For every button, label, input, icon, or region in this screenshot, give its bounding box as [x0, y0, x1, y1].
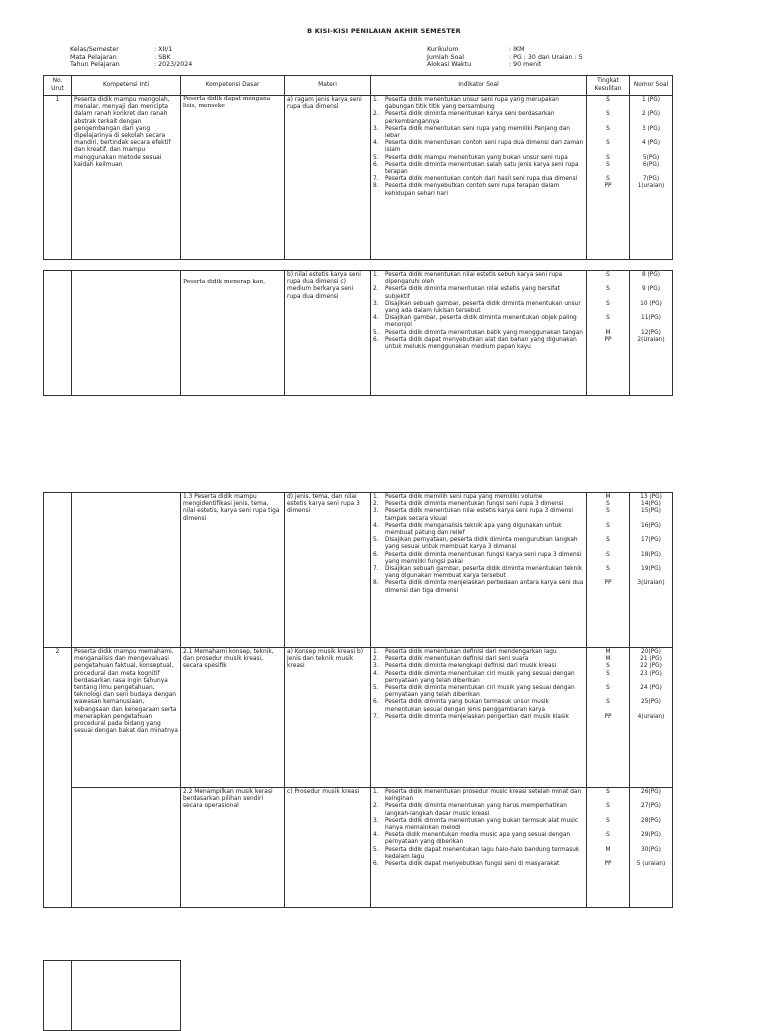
indikator-text: Peserta didik menyebutkan contoh seni rupa terapan dalam kehidupan sehari hari [385, 183, 560, 197]
tingkat-value: S [606, 125, 610, 132]
cell-no [44, 271, 72, 396]
indikator-text: Peserta didik dapat menyebutkan alat dan bahan yang digunakan untuk melukis menggunakan medium papan kayu [385, 336, 577, 351]
tingkat-value: S [606, 566, 610, 573]
indikator-text: Peserta didik diminta menentukan yang bukan termsuk alat music hanya memainkan melodi [385, 817, 579, 832]
cell-kd [181, 271, 285, 396]
indikator-item [373, 818, 584, 832]
tingkat-value: S [606, 817, 610, 824]
indikator-text: Peserta didik menentukan definisi dari seni suara [385, 656, 529, 663]
indikator-item [373, 714, 584, 721]
indikator-item [373, 501, 584, 508]
indikator-number: 6. [373, 861, 379, 868]
indikator-number: 5. [373, 154, 379, 161]
nomor-value: 7(PG) [642, 176, 660, 183]
indikator-text: Peserta didik menentukan nilai estetis karya seni rupa 3 dimensi tampak secara visual [385, 508, 573, 522]
nomor-value: 21 (PG) [640, 656, 662, 663]
indikator-item [373, 699, 584, 713]
tingkat-value: S [606, 670, 610, 677]
tingkat-value: PP [604, 713, 612, 720]
indikator-item [373, 566, 584, 580]
header-indikator: Indikator Soal [371, 76, 587, 96]
tingkat-value: S [606, 551, 610, 558]
indikator-text: Peserta didik menentukan prosedur music kreasi setelah minat dan keinginan [385, 789, 582, 803]
tingkat-value: S [606, 508, 610, 515]
indikator-item [373, 330, 584, 337]
indikator-item [373, 523, 584, 537]
nomor-value: 26(PG) [641, 789, 661, 795]
meta-row [427, 61, 583, 69]
indikator-item [373, 494, 584, 501]
nomor-value: 4(uraian) [637, 713, 665, 720]
meta-value: : PG : 30 dan Uraian : 5 [509, 53, 583, 61]
cell-kd: 2.2 Menampilkan musik kerasi berdasarkan pilihan sendiri secara operasional [181, 788, 285, 908]
meta-value: : 90 menit [509, 61, 542, 69]
indikator-text: Peserta didik diminta menentukan karya seni berdasarkan perkembangannya [385, 111, 555, 125]
nomor-value: 30(PG) [641, 846, 661, 853]
kd-big-text: Peserta didik menerap kan, [183, 279, 266, 285]
cell-ki: Peserta didik mampu memahami, menganalisis dan mengevaluasi pengetahuan faktual, konseptual, procedural dan meta kognitif berdasarkan rasa ingin tahunya tentang ilmu pengetahuan, teknologi dan seni budaya dengan wawasan kemanusiaan, kebangsaan dan kenegaraan serta menerapkan pengetahuan procedural pada bidang yang sesuai dengan bakat dan minatnya [72, 648, 181, 788]
header-kd: Kompetensi Dasar [181, 76, 285, 96]
meta-value: : IKM [509, 46, 525, 53]
indikator-number: 1. [373, 97, 379, 103]
tingkat-value: S [606, 272, 610, 278]
header-ki: Kompetensi Inti [72, 76, 181, 96]
nomor-value: 25(PG) [641, 699, 661, 706]
nomor-value: 23 (PG) [640, 670, 662, 677]
nomor-value: 15(PG) [641, 508, 661, 515]
indikator-number: 7. [373, 713, 379, 720]
cell-indikator [371, 648, 587, 788]
indikator-list [373, 494, 584, 595]
indikator-text: Peserta didik menentukan nilai estetis sebuh karya seni rupa dipengaruhi oleh [385, 272, 563, 286]
nomor-value: 5 (uraian) [636, 861, 666, 868]
indikator-number: 5. [373, 685, 379, 692]
tingkat-value: S [606, 97, 610, 103]
indikator-text: Peserta didik dapat menyebutkan fungsi seni di masyarakat [385, 861, 560, 868]
nomor-value: 3 (PG) [641, 125, 661, 132]
indikator-item [373, 272, 584, 286]
cell-ki [72, 493, 181, 648]
meta-right [427, 46, 583, 69]
cell-indikator [371, 493, 587, 648]
table-row [44, 788, 673, 908]
meta-label: Kelas/Semester [70, 46, 119, 53]
cell-tingkat [587, 271, 630, 396]
tingkat-value: S [606, 111, 610, 118]
indikator-number: 6. [373, 336, 379, 343]
nomor-value: 10 (PG) [640, 300, 662, 307]
cell-ki [72, 271, 181, 396]
indikator-number: 2. [373, 501, 379, 508]
indikator-text: Peserta didik diminta menentukan yang harus memperhatikan langkah-langkah dasar music kreasi [385, 803, 567, 817]
indikator-text: Peserta didik dapat menentukan lagu halo-halo bandung termasuk kedalam lagu [385, 846, 580, 860]
cell-indikator [371, 788, 587, 908]
tingkat-value: M [605, 846, 611, 853]
indikator-item [373, 162, 584, 176]
nomor-value: 17(PG) [641, 537, 661, 544]
indikator-number: 3. [373, 300, 379, 307]
indikator-number: 2. [373, 803, 379, 810]
table-row [44, 493, 673, 648]
tingkat-value: M [605, 329, 611, 336]
tingkat-value: S [606, 537, 610, 544]
indikator-item [373, 803, 584, 817]
tingkat-value: S [606, 832, 610, 839]
indikator-number: 6. [373, 699, 379, 706]
kisi-table-1 [43, 75, 673, 260]
nomor-value: 8 (PG) [641, 272, 661, 278]
indikator-text: Disajikan sebuah gambar, peserta didik diminta menentukan unsur yang ada dalam lukisan tersebut [385, 300, 581, 315]
indikator-item [373, 183, 584, 197]
tingkat-value: S [606, 685, 610, 692]
tingkat-value: S [606, 161, 610, 168]
cell-no [44, 493, 72, 648]
indikator-item [373, 176, 584, 183]
cell-ki [72, 961, 181, 1031]
indikator-number: 1. [373, 494, 379, 500]
meta-left [70, 46, 192, 69]
tingkat-value: M [605, 656, 611, 663]
indikator-item [373, 508, 584, 522]
indikator-text: Peserta didik diminta menentukan salah satu jenis karya seni rupa terapan [385, 161, 579, 176]
cell-materi: a) ragam jenis karya seni rupa dua dimensi [285, 96, 371, 260]
indikator-list [373, 272, 584, 351]
indikator-text: Peserta didik diminta menentukan batik yang menggunakan tangan [385, 329, 583, 336]
meta-row [427, 54, 583, 62]
meta-label: Kurikulum [427, 46, 459, 53]
indikator-text: Peserta didik menganalisis teknik apa yang digunakan untuk membuat patung dan relief [385, 522, 562, 537]
cell-kd: 1.3 Peserta didik mampu mengidentifikasi jenis, tema, nilai estetis, karya seni rupa tiga dimensi [181, 493, 285, 648]
meta-row [70, 54, 192, 62]
indikator-item [373, 97, 584, 111]
indikator-list [373, 97, 584, 198]
meta-row [70, 61, 192, 69]
indikator-number: 3. [373, 125, 379, 132]
indikator-item [373, 155, 584, 162]
tingkat-value: S [606, 154, 610, 161]
indikator-number: 4. [373, 670, 379, 677]
indikator-text: Peserta didik diminta melengkapi definisi dari musik kreasi [385, 663, 557, 670]
indikator-number: 8. [373, 183, 379, 190]
indikator-item [373, 140, 584, 154]
nomor-value: 22 (PG) [640, 663, 662, 670]
indikator-item [373, 337, 584, 351]
indikator-text: Peserta didik diminta menentukan fungsi karya seni rupa 3 dimensi yang memiliki fungsi pakai [385, 551, 582, 565]
indikator-item [373, 685, 584, 699]
nomor-value: 9 (PG) [641, 286, 661, 293]
nomor-value: 12(PG) [641, 329, 661, 336]
cell-kd: 2.1 Memahami konsep, teknik, dan prosedur musik kreasi, secara spesifik [181, 648, 285, 788]
tingkat-value: S [606, 699, 610, 706]
indikator-number: 1. [373, 649, 379, 655]
indikator-text: Peserta didik diminta menjelaskan perbedaan antara karya seni dua dimensi dan tiga dimensi [385, 580, 584, 594]
tingkat-value: S [606, 286, 610, 293]
indikator-item [373, 301, 584, 315]
nomor-value: 27(PG) [641, 803, 661, 810]
cell-materi: b) nilai estetis karya seni rupa dua dimensi c) medium berkarya seni rupa dua dimensi [285, 271, 371, 396]
tingkat-value: M [605, 649, 611, 655]
tingkat-value: S [606, 803, 610, 810]
indikator-number: 4. [373, 522, 379, 529]
kisi-table-4 [43, 960, 181, 1031]
header-materi: Materi [285, 76, 371, 96]
tingkat-value: S [606, 501, 610, 508]
indikator-text: Peseta didik menentukan media music apa yang sesuai dengan pernyataan yang diberikan [385, 832, 571, 846]
nomor-value: 1(uraian) [637, 183, 665, 190]
tingkat-value: PP [604, 336, 612, 343]
kisi-table-2 [43, 270, 673, 396]
header-tingkat: Tingkat Kesulitan [587, 76, 630, 96]
meta-label: Tahun Pelajaran [70, 61, 120, 69]
indikator-text: Peserta didik menentukan seni rupa yang memiliki Panjang dan lebar [385, 125, 570, 140]
cell-indikator [371, 271, 587, 396]
indikator-number: 7. [373, 176, 379, 183]
cell-nomor [630, 96, 673, 260]
table-row [44, 648, 673, 788]
nomor-value: 3(Uraian) [637, 580, 665, 587]
kisi-table-3 [43, 492, 673, 908]
nomor-value: 5(PG) [642, 154, 660, 161]
indikator-text: Peserta didik diminta menentukan ciri musik yang sesuai dengan pernyataan yang telah diberikan [385, 670, 575, 684]
indikator-number: 4. [373, 832, 379, 839]
cell-nomor [630, 648, 673, 788]
meta-row [427, 46, 583, 54]
nomor-value: 29(PG) [641, 832, 661, 839]
indikator-text: Peserta didik menentukan contoh seni rupa dua dimensi dari zaman islam [385, 140, 584, 154]
meta-row [70, 46, 192, 54]
meta-label: Mata Pelajaran [70, 53, 117, 61]
indikator-text: Peserta didik memilih seni rupa yang memiliki volume [385, 494, 543, 500]
nomor-value: 20(PG) [641, 649, 661, 655]
cell-ki [72, 788, 181, 908]
tingkat-value: S [606, 176, 610, 183]
indikator-text: Peserta didik mampu menentukan yang bukan unsur seni rupa [385, 154, 568, 161]
nomor-value: 1 (PG) [641, 97, 661, 103]
indikator-number: 6. [373, 551, 379, 558]
indikator-item [373, 315, 584, 329]
cell-materi: d) jenis, tema, dan nilai estetis karya seni rupa 3 dimensi [285, 493, 371, 648]
table-row [44, 96, 673, 260]
indikator-item [373, 847, 584, 861]
table-row [44, 961, 181, 1031]
tingkat-value: S [606, 300, 610, 307]
indikator-text: Peserta didik menentukan unsur seni rupa yang merupakan gabungan titik titik yang bersambung [385, 97, 559, 111]
indikator-item [373, 286, 584, 300]
indikator-list [373, 649, 584, 721]
meta-label: Alokasi Waktu [427, 61, 472, 69]
indikator-number: 3. [373, 817, 379, 824]
meta-value: : XII/1 [154, 46, 173, 53]
indikator-number: 2. [373, 286, 379, 293]
document-title: B KISI-KISI PENILAIAN AKHIR SEMESTER [307, 27, 461, 35]
nomor-value: 14(PG) [641, 501, 661, 508]
indikator-number: 1. [373, 272, 379, 278]
indikator-number: 3. [373, 663, 379, 670]
meta-value: : 2023/2024 [154, 61, 193, 69]
nomor-value: 18(PG) [641, 551, 661, 558]
cell-tingkat [587, 648, 630, 788]
cell-no [44, 961, 72, 1031]
indikator-number: 5. [373, 537, 379, 544]
cell-tingkat [587, 493, 630, 648]
indikator-text: Disajikan gambar, peserta didik diminta menentukan objek paling menonjol [385, 315, 577, 329]
indikator-number: 8. [373, 580, 379, 587]
indikator-item [373, 537, 584, 551]
indikator-number: 1. [373, 789, 379, 795]
indikator-text: Disajikan sebuah gambar, peserta didik diminta menentukan teknik yang digunakan membuat karya tersebut [385, 566, 583, 580]
cell-nomor [630, 271, 673, 396]
indikator-item [373, 552, 584, 566]
table-header-row [44, 76, 673, 96]
tingkat-value: M [605, 494, 611, 500]
header-nomor: Nomor Soal [630, 76, 673, 96]
indikator-item [373, 126, 584, 140]
cell-tingkat [587, 788, 630, 908]
indikator-text: Disajikan pernyataan, peserta didik diminta mengurutkan langkah yang sesuai untuk membuat karya 3 dimensi [385, 537, 578, 551]
indikator-number: 3. [373, 508, 379, 515]
indikator-item [373, 832, 584, 846]
tingkat-value: PP [604, 580, 612, 587]
nomor-value: 2 (PG) [641, 111, 661, 118]
indikator-text: Peserta didik diminta menentukan nilai estetis yang bersifat subjektif [385, 286, 560, 300]
nomor-value: 13 (PG) [640, 494, 662, 500]
cell-no: 2 [44, 648, 72, 908]
tingkat-value: S [606, 140, 610, 147]
meta-value: : SBK [154, 53, 171, 61]
nomor-value: 24 (PG) [640, 685, 662, 692]
indikator-text: Peserta didik diminta menjelaskan pengertian dari musik klasik [385, 713, 569, 720]
nomor-value: 6(PG) [642, 161, 660, 168]
nomor-value: 28(PG) [641, 817, 661, 824]
indikator-text: Peserta didik diminta menentukan ciri musik yang sesuai dengan pernyataan yang telah diberikan [385, 685, 575, 699]
cell-nomor [630, 493, 673, 648]
header-no: No. Urut [44, 76, 72, 96]
cell-tingkat [587, 96, 630, 260]
indikator-number: 5. [373, 329, 379, 336]
indikator-item [373, 671, 584, 685]
nomor-value: 11(PG) [641, 315, 661, 322]
indikator-item [373, 580, 584, 594]
indikator-text: Peserta didik diminta menentukan fungsi seni rupa 3 dimensi [385, 501, 564, 508]
nomor-value: 2(Uraian) [637, 336, 665, 343]
tingkat-value: PP [604, 861, 612, 868]
indikator-item [373, 111, 584, 125]
tingkat-value: S [606, 663, 610, 670]
meta-label: Jumlah Soal [427, 53, 465, 61]
indikator-item [373, 789, 584, 803]
nomor-value: 16(PG) [641, 522, 661, 529]
cell-indikator [371, 96, 587, 260]
indikator-item [373, 861, 584, 868]
indikator-text: Peserta didik diminta yang bukan termasuk unsur musik menentukan sesuai dengan jenis penggambaran karya [385, 699, 549, 713]
tingkat-value: PP [604, 183, 612, 190]
indikator-number: 2. [373, 656, 379, 663]
tingkat-value: S [606, 789, 610, 795]
indikator-number: 5. [373, 846, 379, 853]
table-row [44, 271, 673, 396]
indikator-number: 7. [373, 566, 379, 573]
nomor-value: 4 (PG) [641, 140, 661, 147]
indikator-list [373, 789, 584, 868]
cell-nomor [630, 788, 673, 908]
indikator-number: 2. [373, 111, 379, 118]
indikator-text: Peserta didik menentukan definisi dari mendengarkan lagu [385, 649, 557, 655]
indikator-text: Peserta didik menentukan contoh dari hasil seni rupa dua dimensi [385, 176, 578, 183]
cell-materi: a) Konsep musik kreasi b) Jenis dan teknik musik kreasi [285, 648, 371, 788]
indikator-number: 4. [373, 315, 379, 322]
indikator-item [373, 649, 584, 656]
indikator-number: 4. [373, 140, 379, 147]
cell-materi: c) Prosedur musik kreasi [285, 788, 371, 908]
cell-kd [181, 96, 285, 260]
kd-big-text: Peserta didik dapat mengana lisis, menseke [183, 96, 271, 110]
tingkat-value: S [606, 522, 610, 529]
indikator-item [373, 656, 584, 663]
indikator-number: 6. [373, 161, 379, 168]
tingkat-value: S [606, 315, 610, 322]
cell-ki: Peserta didik mampu mengolah, menalar, menyaji dan mencipta dalam ranah konkret dan ranah abstrak terkait dengan pengembangan dari yang dipelajarinya di sekolah secara mandiri, bertindak secara efektif dan kreatif, dan mampu menggunakan metode sesuai kaidah keilmuan [72, 96, 181, 260]
indikator-item [373, 663, 584, 670]
nomor-value: 19(PG) [641, 566, 661, 573]
cell-no: 1 [44, 96, 72, 260]
